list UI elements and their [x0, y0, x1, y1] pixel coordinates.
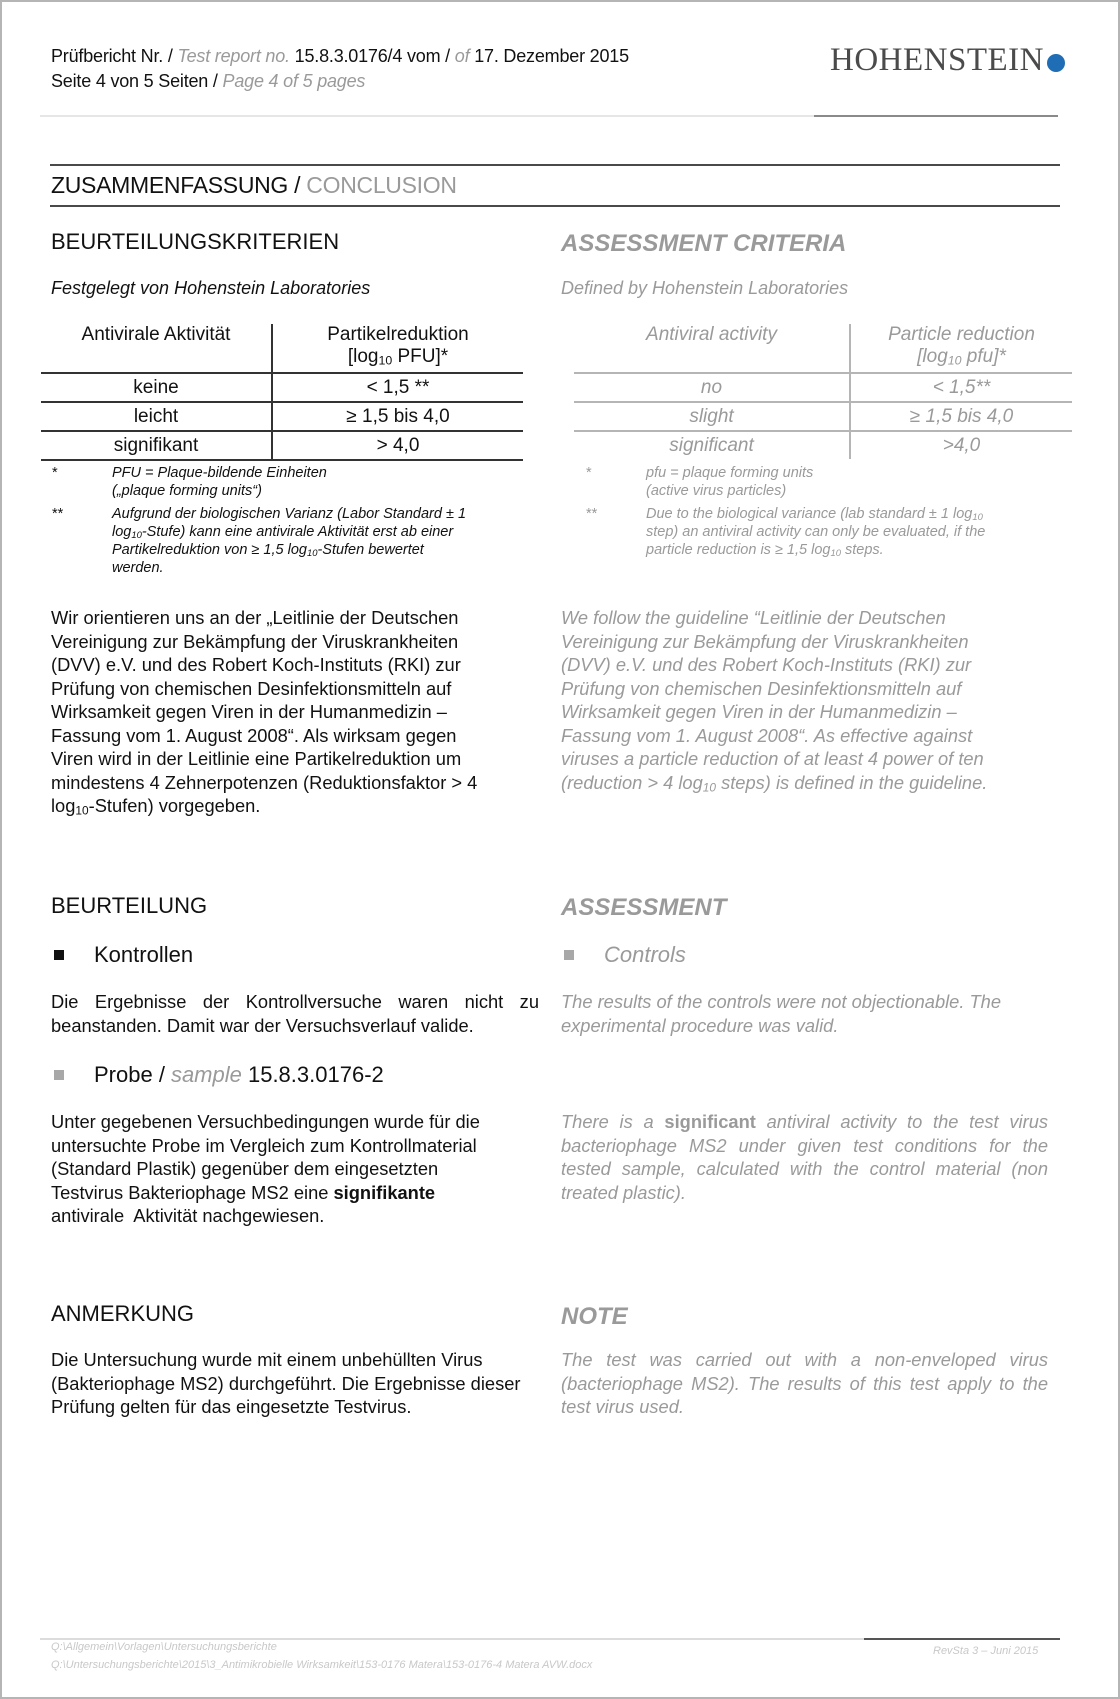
paragraph-line: untersuchte Probe im Vergleich zum Kontrollmaterial: [51, 1134, 477, 1156]
paragraph-line: antivirale Aktivität nachgewiesen.: [51, 1205, 325, 1226]
col-header-reduction-post: PFU]*: [392, 346, 449, 367]
cell-reduction: >4,0: [850, 431, 1072, 459]
footnote-line: particle reduction is ≥ 1,5 log: [646, 542, 831, 558]
paragraph-line: Wirksamkeit gegen Viren in der Humanmedizin –: [51, 701, 447, 722]
footnote-mark: **: [586, 506, 598, 522]
sample-label-en: sample: [170, 1062, 242, 1087]
col-header-reduction-sub: 10: [378, 353, 393, 368]
controls-heading-de: [52, 942, 193, 968]
table-row: [574, 373, 1072, 402]
subscript: 10: [306, 546, 318, 558]
footer-document-path: Q:\Untersuchungsberichte\2015\3_Antimikrobielle Wirksamkeit\153-0176 Matera\153-0176-4 Matera AVW.docx: [51, 1659, 593, 1671]
col-header-reduction-line1: Partikelreduktion: [327, 324, 469, 345]
note-heading-de: ANMERKUNG: [51, 1301, 195, 1326]
table-header: [41, 324, 523, 373]
paragraph-line: viruses a particle reduction of at least 4 power of ten: [561, 748, 984, 769]
paragraph-line: Prüfung von chemischen Desinfektionsmitteln auf: [51, 677, 452, 699]
criteria-subtitle-en: Defined by Hohenstein Laboratories: [561, 278, 849, 298]
footnote-line: PFU = Plaque-bildende Einheiten: [112, 465, 327, 481]
sample-id: 15.8.3.0176-2: [241, 1062, 384, 1087]
col-header-reduction-pre: [log: [347, 346, 379, 367]
paragraph-line: Vereinigung zur Bekämpfung der Viruskrankheiten: [51, 630, 459, 652]
footnote-line: -Stufen bewertet: [317, 542, 424, 558]
footnote-line: Partikelreduktion von ≥ 1,5 log: [112, 542, 307, 558]
subscript: 10: [972, 510, 983, 522]
table-header: [574, 324, 1072, 373]
paragraph-line: Wirksamkeit gegen Viren in der Humanmedizin –: [561, 701, 957, 722]
criteria-heading-de: BEURTEILUNGSKRITERIEN: [51, 229, 340, 254]
paragraph-line: Vereinigung zur Bekämpfung der Viruskrankheiten: [561, 630, 969, 652]
table-row: [574, 431, 1072, 459]
paragraph-line: steps) is defined in the guideline.: [716, 771, 988, 793]
page-en: Page 4 of 5 pages: [222, 71, 366, 91]
footnote-mark: **: [52, 506, 64, 522]
sample-text-en: [561, 1110, 1048, 1204]
header-divider-accent: [814, 115, 1058, 117]
guideline-paragraph-en: [561, 606, 1051, 794]
footnote-line: Due to the biological variance (lab standard ± 1 log: [646, 506, 973, 522]
note-text-de: Die Untersuchung wurde mit einem unbehüllten Virus (Bakteriophage MS2) durchgeführt. Die Ergebnisse dieser Prüfung gelten für das eingesetzte Testvirus.: [51, 1349, 521, 1417]
footnote-line: Aufgrund der biologischen Varianz (Labor Standard ± 1: [112, 506, 467, 522]
col-header-reduction: [272, 324, 523, 373]
criteria-table-de: [41, 324, 523, 461]
of-label-en: of: [454, 46, 470, 66]
section-rule-top: [50, 164, 1060, 166]
controls-heading-en: [562, 942, 686, 968]
paragraph-text: There is a: [561, 1111, 665, 1132]
report-label-en: Test report no.: [177, 46, 290, 66]
col-header-reduction-post: pfu]*: [961, 346, 1006, 367]
cell-activity: keine: [41, 373, 272, 402]
footer-divider-accent: [864, 1638, 1060, 1640]
footnote-line: step) an antiviral activity can only be evaluated, if the: [646, 524, 986, 540]
square-bullet-icon: [54, 950, 64, 960]
section-title-de: ZUSAMMENFASSUNG /: [51, 172, 307, 198]
section-title-en: CONCLUSION: [306, 172, 457, 198]
paragraph-line: Fassung vom 1. August 2008“. Als wirksam gegen: [51, 724, 457, 746]
cell-reduction: < 1,5 **: [272, 373, 523, 402]
controls-text-de: Die Ergebnisse der Kontrollversuche waren nicht zu beanstanden. Damit war der Versuchsverlauf valide.: [51, 991, 539, 1036]
footnote-line: (active virus particles): [646, 483, 787, 499]
cell-activity: significant: [574, 431, 850, 459]
cell-activity: slight: [574, 402, 850, 431]
footnote-text: [646, 464, 813, 500]
table-row: [41, 373, 523, 402]
footnote-line: („plaque forming units“): [112, 483, 262, 499]
footnote-text: [112, 464, 327, 500]
cell-activity: no: [574, 373, 850, 402]
subscript: 10: [830, 546, 841, 558]
paragraph-line: Testvirus Bakteriophage MS2 eine: [51, 1181, 334, 1203]
section-rule-bottom: [50, 205, 1060, 207]
footnote-variance-en: [586, 505, 1066, 565]
table-row: [574, 402, 1072, 431]
col-header-activity: Antiviral activity: [574, 324, 850, 373]
controls-label: Controls: [604, 942, 686, 967]
footer-revision: RevSta 3 – Juni 2015: [933, 1645, 1039, 1657]
page-number-line: [51, 71, 365, 92]
report-number: 15.8.3.0176/4 vom /: [289, 46, 455, 66]
paragraph-line: (DVV) e.V. und des Robert Koch-Instituts (RKI) zur: [51, 654, 461, 675]
paragraph-line: -Stufen) vorgegeben.: [88, 795, 261, 816]
footnote-text: [112, 505, 466, 577]
footnote-variance-de: [52, 505, 532, 581]
result-highlight: signifikante: [333, 1181, 436, 1203]
table-row: [41, 431, 523, 460]
footnote-line: pfu = plaque forming units: [646, 465, 814, 481]
section-title: [51, 172, 457, 199]
footnote-text: [646, 505, 985, 559]
table-row: [41, 402, 523, 431]
paragraph-line: Wir orientieren uns an der „Leitlinie der Deutschen: [51, 607, 459, 628]
footnote-line: werden.: [112, 560, 164, 576]
footer-template-path: Q:\Allgemein\Vorlagen\Untersuchungsberichte: [51, 1641, 277, 1653]
footnote-pfu-de: [52, 464, 532, 504]
paragraph-line: (reduction > 4 log: [561, 771, 703, 793]
paragraph-line: (Standard Plastik) gegenüber dem eingesetzten: [51, 1158, 439, 1179]
logo-dot-icon: [1047, 54, 1065, 72]
paragraph-line: Viren wird in der Leitlinie eine Partikelreduktion um: [51, 748, 462, 769]
cell-reduction: ≥ 1,5 bis 4,0: [272, 402, 523, 431]
controls-label: Kontrollen: [94, 942, 194, 967]
paragraph-line: Prüfung von chemischen Desinfektionsmitteln auf: [561, 677, 962, 699]
cell-activity: signifikant: [41, 431, 272, 460]
subscript: 10: [702, 779, 716, 794]
paragraph-line: mindestens 4 Zehnerpotenzen (Reduktionsfaktor > 4: [51, 771, 478, 793]
controls-text-en: The results of the controls were not objectionable. The experimental procedure was valid.: [561, 991, 1002, 1036]
paragraph-line: Unter gegebenen Versuchbedingungen wurde für die: [51, 1111, 480, 1132]
footnote-pfu-en: [586, 464, 1066, 504]
footnote-line: steps.: [840, 542, 884, 558]
hohenstein-logo: [830, 42, 1065, 79]
col-header-reduction-line1: Particle reduction: [888, 324, 1035, 345]
col-header-activity: Antivirale Aktivität: [41, 324, 272, 373]
paragraph-text: antiviral activity to the test virus bacteriophage MS2 under given test conditions for the tested sample, calculated with the control material (non treated plastic).: [561, 1111, 1048, 1203]
report-label-de: Prüfbericht Nr. /: [51, 46, 178, 66]
assessment-heading-de: BEURTEILUNG: [51, 893, 208, 918]
note-heading-en: NOTE: [561, 1303, 628, 1330]
paragraph-line: Fassung vom 1. August 2008“. As effective against: [561, 724, 973, 746]
footer-divider: [40, 1638, 864, 1640]
header-divider: [40, 115, 816, 117]
report-number-line: [51, 46, 629, 67]
subscript: 10: [75, 803, 89, 818]
cell-reduction: > 4,0: [272, 431, 523, 460]
col-header-reduction-pre: [log: [917, 346, 948, 367]
report-date: 17. Dezember 2015: [469, 46, 629, 66]
sample-label-de: Probe /: [94, 1062, 165, 1087]
footnote-mark: *: [586, 465, 592, 481]
cell-activity: leicht: [41, 402, 272, 431]
sample-text-de: [51, 1110, 541, 1228]
footnote-line: -Stufe) kann eine antivirale Aktivität erst ab einer: [141, 524, 454, 540]
paragraph-line: (DVV) e.V. und des Robert Koch-Instituts (RKI) zur: [561, 654, 972, 675]
note-text-en: The test was carried out with a non-enveloped virus (bacteriophage MS2). The results of this test apply to the test virus used.: [561, 1349, 1048, 1417]
criteria-subtitle-de: Festgelegt von Hohenstein Laboratories: [51, 278, 371, 298]
assessment-heading-en: ASSESSMENT: [561, 894, 727, 921]
criteria-heading-en: ASSESSMENT CRITERIA: [561, 230, 847, 257]
page-de: Seite 4 von 5 Seiten /: [51, 71, 223, 91]
footnote-line: log: [112, 524, 132, 540]
col-header-reduction: [850, 324, 1072, 373]
cell-reduction: < 1,5**: [850, 373, 1072, 402]
subscript: 10: [131, 528, 142, 540]
col-header-reduction-sub: 10: [947, 353, 962, 368]
footnote-mark: *: [52, 465, 58, 481]
sample-heading: [52, 1062, 384, 1088]
logo-text: HOHENSTEIN: [830, 42, 1044, 78]
result-highlight: significant: [664, 1111, 756, 1132]
cell-reduction: ≥ 1,5 bis 4,0: [850, 402, 1072, 431]
guideline-paragraph-de: [51, 606, 531, 818]
criteria-table-en: [574, 324, 1072, 459]
square-bullet-icon: [54, 1070, 64, 1080]
paragraph-line: We follow the guideline “Leitlinie der Deutschen: [561, 607, 946, 628]
paragraph-line: log: [51, 795, 76, 816]
square-bullet-icon: [564, 950, 574, 960]
